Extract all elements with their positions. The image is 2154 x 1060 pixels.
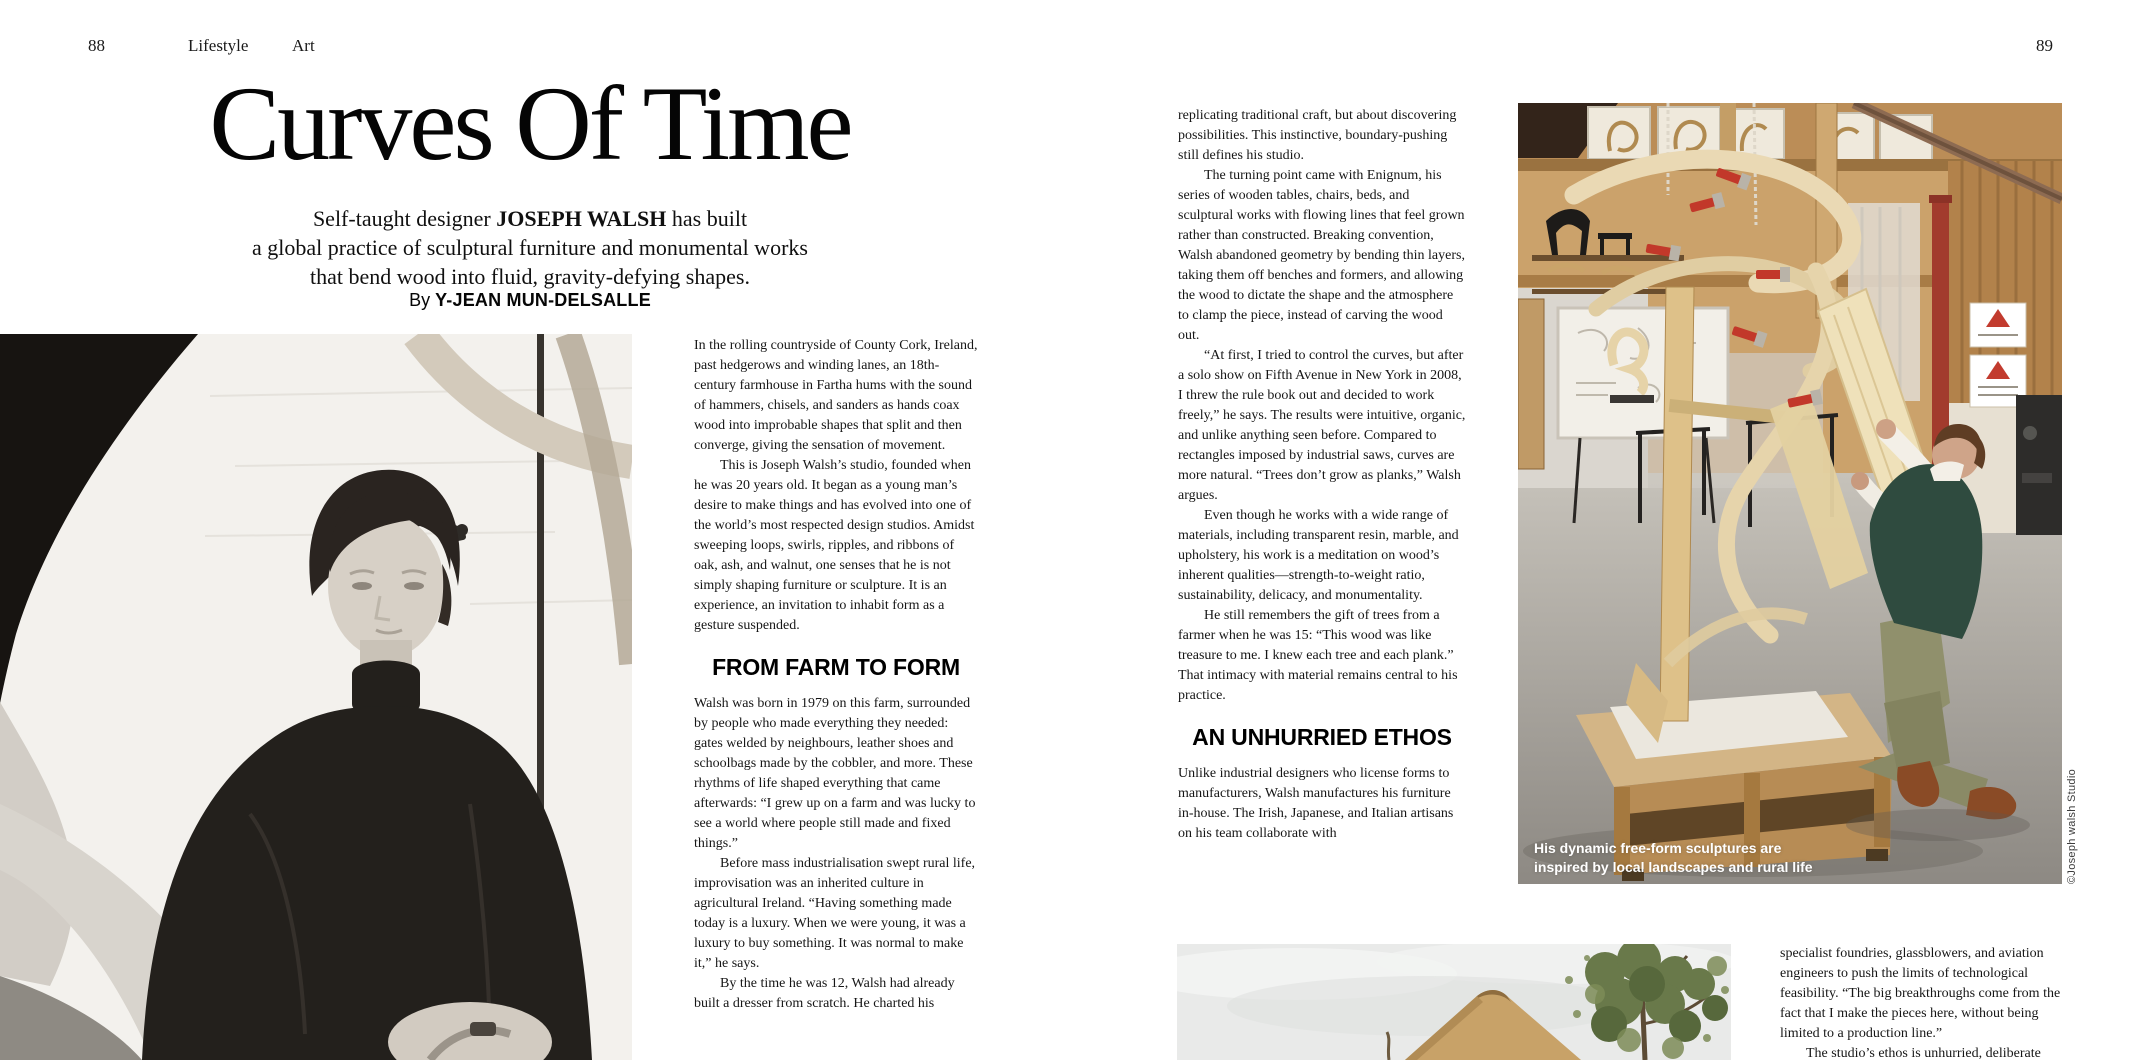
workshop-photo-art bbox=[1518, 103, 2062, 884]
paragraph: Before mass industrialisation swept rural life, improvisation was an inherited culture in agricultural Ireland. “Having something made today is a luxury. When we were young, it was a luxury to buy something. It was normal to make it,” he says. bbox=[694, 856, 976, 971]
paragraph: replicating traditional craft, but about discovering possibilities. This instinctive, boundary-pushing still defines his studio. bbox=[1178, 108, 1457, 163]
dek-line1-pre: Self-taught designer bbox=[312, 206, 497, 231]
paragraph: Even though he works with a wide range of materials, including transparent resin, marble, and upholstery, his work is a meditation on wood’s inherent qualities—strength-to-weight ratio, sustainability, delicacy, and monumentality. bbox=[1178, 508, 1459, 603]
paragraph: specialist foundries, glassblowers, and aviation engineers to push the limits of technological feasibility. “The big breakthroughs come from the fact that I make the pieces here, without being limited to a production line.” bbox=[1780, 946, 2061, 1041]
photo-caption bbox=[1534, 839, 1874, 877]
paragraph: Walsh was born in 1979 on this farm, surrounded by people who made everything they needed: gates welded by neighbours, leather shoes and schoolbags made by the cobbler, and more. These rhythms of life shaped everything that came afterwards: “I grew up on a farm and was lucky to see a world where people still made and fixed things.” bbox=[694, 696, 976, 851]
byline-author: Y-JEAN MUN-DELSALLE bbox=[435, 290, 651, 310]
subsection-label: Art bbox=[292, 36, 315, 55]
photo-caption-line2: inspired by local landscapes and rural life bbox=[1534, 859, 1813, 875]
paragraph: “At first, I tried to control the curves, but after a solo show on Fifth Avenue in New York in 2008, I threw the rule book out and decided to work freely,” he says. The results were intuitive, organic, and unlike anything seen before. Compared to rectangles imposed by industrial saws, curves are more natural. “Trees don’t grow as planks,” Walsh argues. bbox=[1178, 348, 1466, 503]
paragraph: The turning point came with Enignum, his series of wooden tables, chairs, beds, and sculptural works with flowing lines that feel grown rather than constructed. Breaking convention, Walsh abandoned geometry by bending thin layers, taking them off benches and formers, and allowing the wood to dictate the shape and the atmosphere to clamp the piece, instead of carving the wood out. bbox=[1178, 168, 1465, 343]
dek-designer-name: JOSEPH WALSH bbox=[496, 206, 667, 231]
paragraph: The studio’s ethos is unhurried, deliberate bbox=[1806, 1046, 2041, 1060]
rural-photo bbox=[1177, 944, 1731, 1060]
warning-signs bbox=[1970, 303, 2026, 407]
body-column-2 bbox=[1178, 106, 1466, 926]
paragraph: In the rolling countryside of County Cork, Ireland, past hedgerows and winding lanes, an 18th-century farmhouse in Fartha hums with the sound of hammers, chisels, and sanders as hands coax wood into improbable shapes that split and then converge, giving the sensation of movement. bbox=[694, 338, 978, 453]
body-column-1 bbox=[694, 336, 978, 1060]
dek-line3: that bend wood into fluid, gravity-defying shapes. bbox=[310, 264, 750, 289]
rural-photo-art bbox=[1177, 944, 1731, 1060]
paragraph: Unlike industrial designers who license forms to manufacturers, Walsh manufactures his furniture in-house. The Irish, Japanese, and Italian artisans on his team collaborate with bbox=[1178, 766, 1454, 841]
article-dek bbox=[100, 204, 960, 291]
page-number-right: 89 bbox=[2036, 36, 2053, 55]
photo-caption-line1: His dynamic free-form sculptures are bbox=[1534, 840, 1782, 856]
section-heading-unhurried-ethos: AN UNHURRIED ETHOS bbox=[1192, 724, 1452, 750]
workshop-photo bbox=[1518, 103, 2062, 884]
page-number-left: 88 bbox=[88, 36, 105, 55]
portrait-photo bbox=[0, 334, 632, 1060]
byline-prefix: By bbox=[409, 290, 436, 310]
dek-line1-post: has built bbox=[666, 206, 748, 231]
paragraph: He still remembers the gift of trees from a farmer when he was 15: “This wood was like treasure to me. I knew each tree and each plank.” That intimacy with material remains central to his practice. bbox=[1178, 608, 1458, 703]
dek-line2: a global practice of sculptural furniture and monumental works bbox=[252, 235, 808, 260]
portrait-photo-art bbox=[0, 334, 632, 1060]
section-label: Lifestyle bbox=[188, 36, 249, 55]
paragraph: This is Joseph Walsh’s studio, founded when he was 20 years old. It began as a young man’s desire to make things and has evolved into one of the world’s most respected design studios. Amidst sweeping loops, swirls, ripples, and ribbons of oak, ash, and walnut, one senses that he is not simply shaping furniture or sculpture. It is an experience, an invitation to inhabit form as a gesture suspended. bbox=[694, 458, 975, 633]
body-column-3 bbox=[1780, 944, 2072, 1060]
byline bbox=[100, 290, 960, 311]
photo-credit: ©Joseph walsh Studio bbox=[2066, 768, 2078, 884]
section-heading-farm-to-form: FROM FARM TO FORM bbox=[712, 654, 960, 680]
paragraph: By the time he was 12, Walsh had already built a dresser from scratch. He charted his bbox=[694, 976, 955, 1011]
article-title: Curves Of Time bbox=[209, 65, 851, 182]
